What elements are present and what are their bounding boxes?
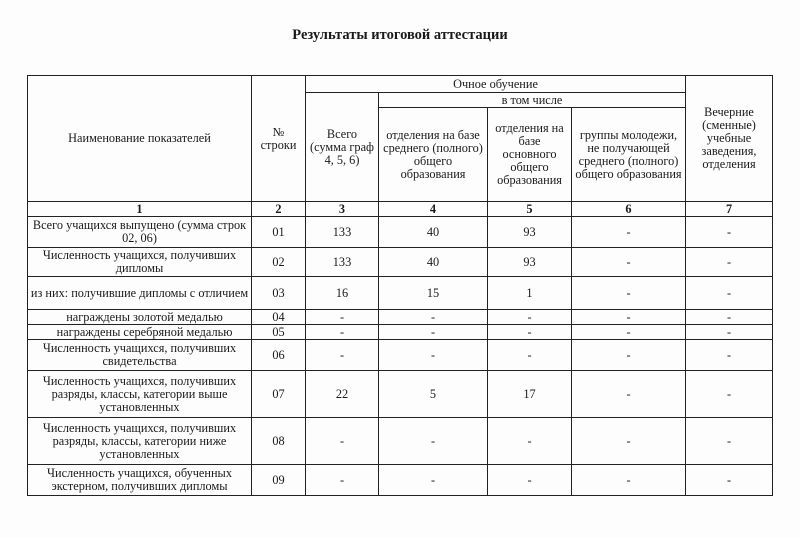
column-number: 2 xyxy=(252,202,306,217)
cell-total: 133 xyxy=(306,217,379,248)
cell-total: 16 xyxy=(306,277,379,310)
attestation-results-table xyxy=(27,75,773,496)
row-line-number: 03 xyxy=(252,277,306,310)
cell-evening: - xyxy=(686,325,773,340)
row-indicator: из них: получившие дипломы с отличием xyxy=(28,277,252,310)
cell-secondary-full: - xyxy=(379,340,488,371)
cell-evening: - xyxy=(686,418,773,465)
table-row xyxy=(28,310,773,325)
row-indicator: Всего учащихся выпущено (сумма строк 02, 06) xyxy=(28,217,252,248)
row-line-number: 05 xyxy=(252,325,306,340)
cell-youth: - xyxy=(572,371,686,418)
cell-basic: 93 xyxy=(488,248,572,277)
cell-youth: - xyxy=(572,277,686,310)
cell-evening: - xyxy=(686,310,773,325)
cell-youth: - xyxy=(572,465,686,496)
cell-youth: - xyxy=(572,248,686,277)
cell-secondary-full: - xyxy=(379,418,488,465)
cell-basic: 1 xyxy=(488,277,572,310)
table-row xyxy=(28,248,773,277)
cell-secondary-full: 15 xyxy=(379,277,488,310)
cell-secondary-full: - xyxy=(379,325,488,340)
header-including: в том числе xyxy=(379,93,686,108)
header-basic: отделения на базе основного общего образования xyxy=(488,108,572,202)
column-number: 4 xyxy=(379,202,488,217)
cell-youth: - xyxy=(572,340,686,371)
cell-total: - xyxy=(306,465,379,496)
cell-evening: - xyxy=(686,248,773,277)
cell-total: - xyxy=(306,325,379,340)
column-numbers-row xyxy=(28,202,773,217)
header-secondary-full: отделения на базе среднего (полного) общего образования xyxy=(379,108,488,202)
cell-basic: - xyxy=(488,465,572,496)
row-indicator: награждены серебряной медалью xyxy=(28,325,252,340)
cell-basic: - xyxy=(488,310,572,325)
header-row-number: № строки xyxy=(252,76,306,202)
row-line-number: 02 xyxy=(252,248,306,277)
header-evening: Вечерние (сменные) учебные заведения, отделения xyxy=(686,76,773,202)
cell-total: - xyxy=(306,340,379,371)
row-indicator: Численность учащихся, получивших разряды, классы, категории ниже установленных xyxy=(28,418,252,465)
cell-evening: - xyxy=(686,340,773,371)
row-line-number: 09 xyxy=(252,465,306,496)
column-number: 5 xyxy=(488,202,572,217)
table-row xyxy=(28,217,773,248)
header-youth-groups: группы молодежи, не получающей среднего (полного) общего образования xyxy=(572,108,686,202)
table-row xyxy=(28,418,773,465)
cell-basic: 93 xyxy=(488,217,572,248)
cell-basic: 17 xyxy=(488,371,572,418)
cell-total: - xyxy=(306,310,379,325)
cell-secondary-full: 40 xyxy=(379,248,488,277)
header-indicator: Наименование показателей xyxy=(28,76,252,202)
table-row xyxy=(28,465,773,496)
cell-basic: - xyxy=(488,340,572,371)
cell-evening: - xyxy=(686,465,773,496)
cell-secondary-full: 5 xyxy=(379,371,488,418)
cell-secondary-full: - xyxy=(379,310,488,325)
cell-total: 22 xyxy=(306,371,379,418)
table-row xyxy=(28,371,773,418)
table-row xyxy=(28,340,773,371)
column-number: 3 xyxy=(306,202,379,217)
row-line-number: 07 xyxy=(252,371,306,418)
column-number: 6 xyxy=(572,202,686,217)
cell-youth: - xyxy=(572,310,686,325)
cell-secondary-full: - xyxy=(379,465,488,496)
row-line-number: 06 xyxy=(252,340,306,371)
cell-youth: - xyxy=(572,217,686,248)
row-indicator: Численность учащихся, получивших разряды, классы, категории выше установленных xyxy=(28,371,252,418)
cell-evening: - xyxy=(686,371,773,418)
row-indicator: Численность учащихся, получивших дипломы xyxy=(28,248,252,277)
header-fulltime: Очное обучение xyxy=(306,76,686,93)
cell-total: 133 xyxy=(306,248,379,277)
cell-basic: - xyxy=(488,418,572,465)
row-line-number: 08 xyxy=(252,418,306,465)
cell-evening: - xyxy=(686,277,773,310)
cell-youth: - xyxy=(572,325,686,340)
cell-secondary-full: 40 xyxy=(379,217,488,248)
row-indicator: Численность учащихся, получивших свидетельства xyxy=(28,340,252,371)
page-title: Результаты итоговой аттестации xyxy=(292,27,508,43)
row-line-number: 01 xyxy=(252,217,306,248)
column-number: 1 xyxy=(28,202,252,217)
table-row xyxy=(28,325,773,340)
row-indicator: Численность учащихся, обученных экстерном, получивших дипломы xyxy=(28,465,252,496)
row-indicator: награждены золотой медалью xyxy=(28,310,252,325)
column-number: 7 xyxy=(686,202,773,217)
cell-youth: - xyxy=(572,418,686,465)
header-total: Всего (сумма граф 4, 5, 6) xyxy=(306,93,379,202)
cell-total: - xyxy=(306,418,379,465)
cell-basic: - xyxy=(488,325,572,340)
cell-evening: - xyxy=(686,217,773,248)
table-row xyxy=(28,277,773,310)
row-line-number: 04 xyxy=(252,310,306,325)
